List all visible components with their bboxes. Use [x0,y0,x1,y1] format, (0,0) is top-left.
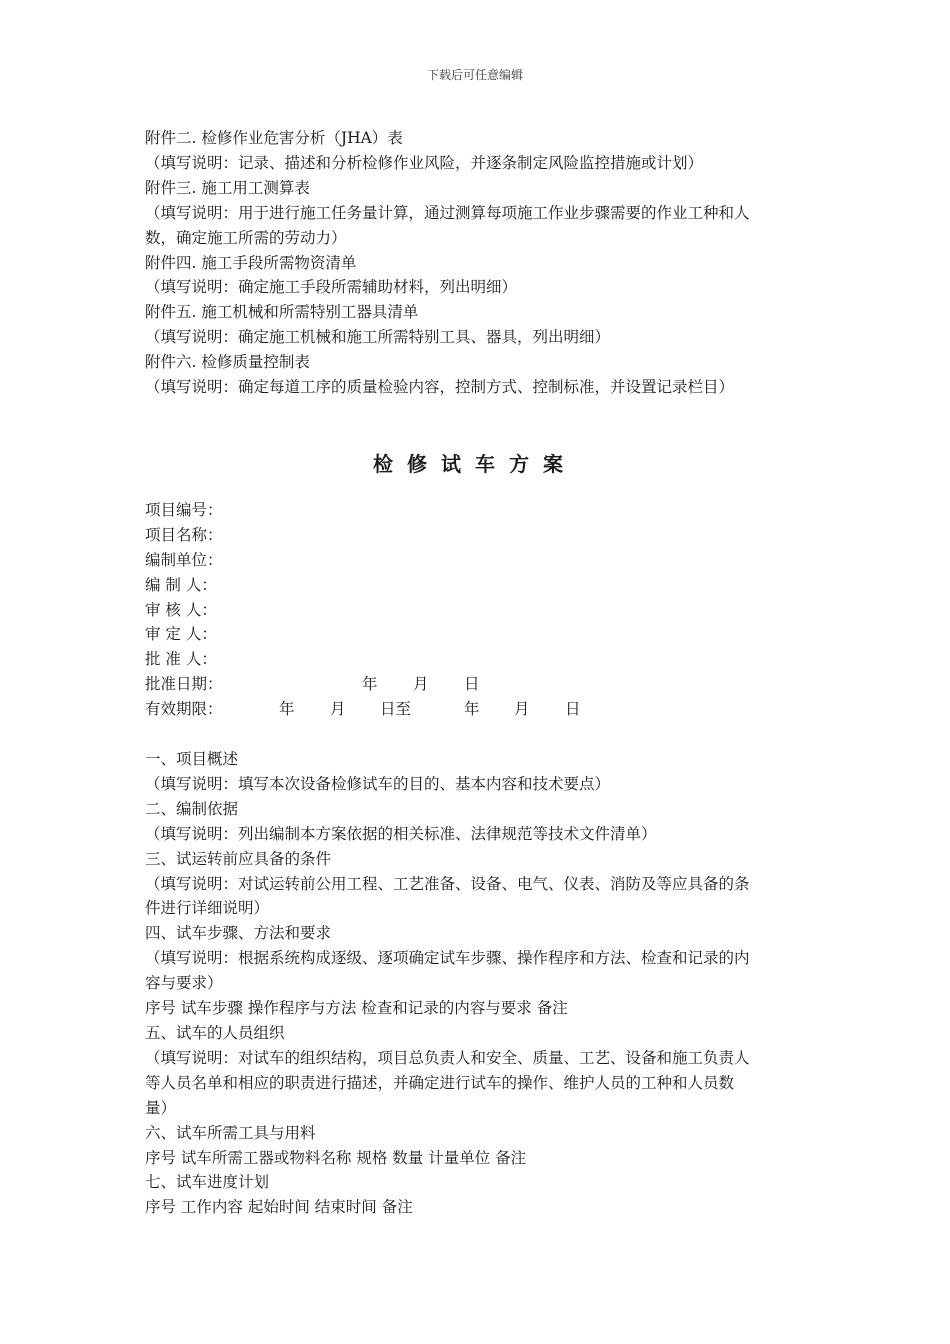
attachment-6-note: （填写说明：确定每道工序的质量检验内容，控制方式、控制标准，并设置记录栏目） [145,378,735,397]
approver-label: 批 准 人： [145,650,217,669]
section-5-note-line2: 等人员名单和相应的职责进行描述，并确定进行试车的操作、维护人员的工种和人员数 [145,1073,735,1092]
plan-sections [145,747,825,1220]
section-2-note: （填写说明：列出编制本方案依据的相关标准、法律规范等技术文件清单） [145,824,657,843]
attachment-2-title: 附件二. 检修作业危害分析（JHA）表 [145,129,403,147]
attachment-3-note-line2: 数，确定施工所需的劳动力） [145,228,347,247]
section-7-table-header: 序号 工作内容 起始时间 结束时间 备注 [145,1198,413,1217]
section-5-note-line3: 量） [145,1098,177,1117]
project-name-label: 项目名称： [145,525,223,544]
section-4-table-header: 序号 试车步骤 操作程序与方法 检查和记录的内容与要求 备注 [145,999,568,1018]
section-1-note: （填写说明：填写本次设备检修试车的目的、基本内容和技术要点） [145,774,611,793]
section-4-note-line2: 容与要求） [145,974,223,993]
valid-year-start: 年 [279,700,295,719]
page-header: 下载后可任意编辑 [426,68,523,82]
approve-year: 年 [362,675,378,694]
section-3-note-line2: 件进行详细说明） [145,899,270,918]
valid-month-end: 月 [514,700,530,719]
section-3-heading: 三、试运转前应具备的条件 [145,849,332,868]
attachment-4-note: （填写说明：确定施工手段所需辅助材料，列出明细） [145,278,518,297]
valid-year-end: 年 [464,700,480,719]
section-2-heading: 二、编制依据 [145,799,239,818]
section-7-heading: 七、试车进度计划 [145,1173,270,1192]
section-6-table-header: 序号 试车所需工器或物料名称 规格 数量 计量单位 备注 [145,1148,527,1167]
attachment-2-note: （填写说明：记录、描述和分析检修作业风险，并逐条制定风险监控措施或计划） [145,153,704,172]
section-3-note-line1: （填写说明：对试运转前公用工程、工艺准备、设备、电气、仪表、消防及等应具备的条 [145,874,750,893]
approve-month: 月 [413,675,429,694]
attachment-6-title: 附件六. 检修质量控制表 [145,353,310,372]
approve-date-label: 批准日期： [145,675,223,694]
info-fields [145,498,825,722]
section-4-heading: 四、试车步骤、方法和要求 [145,924,332,943]
reviewer-label: 审 核 人： [145,600,217,619]
document-title: 检修试车方案 [373,452,577,476]
section-1-heading: 一、项目概述 [145,750,239,768]
attachments-list [145,126,825,400]
attachment-4-title: 附件四. 施工手段所需物资清单 [145,253,357,272]
section-5-heading: 五、试车的人员组织 [145,1023,285,1042]
section-4-note-line1: （填写说明：根据系统构成逐级、逐项确定试车步骤、操作程序和方法、检查和记录的内 [145,949,750,968]
valid-period-label: 有效期限： [145,700,223,719]
finalizer-label: 审 定 人： [145,625,217,644]
valid-month-start: 月 [330,700,346,719]
section-5-note-line1: （填写说明：对试车的组织结构，项目总负责人和安全、质量、工艺、设备和施工负责人 [145,1048,750,1067]
section-6-heading: 六、试车所需工具与用料 [145,1123,316,1142]
attachment-3-title: 附件三. 施工用工测算表 [145,178,310,197]
author-label: 编 制 人： [145,575,217,594]
approve-day: 日 [464,675,480,694]
valid-day-end: 日 [565,700,581,719]
attachment-5-title: 附件五. 施工机械和所需特别工器具清单 [145,303,419,322]
project-no-label: 项目编号： [145,501,223,519]
attachment-3-note-line1: （填写说明：用于进行施工任务量计算，通过测算每项施工作业步骤需要的作业工种和人 [145,203,750,222]
valid-day-start: 日至 [380,700,412,719]
attachment-5-note: （填写说明：确定施工机械和施工所需特别工具、器具，列出明细） [145,328,611,347]
unit-label: 编制单位： [145,550,223,569]
